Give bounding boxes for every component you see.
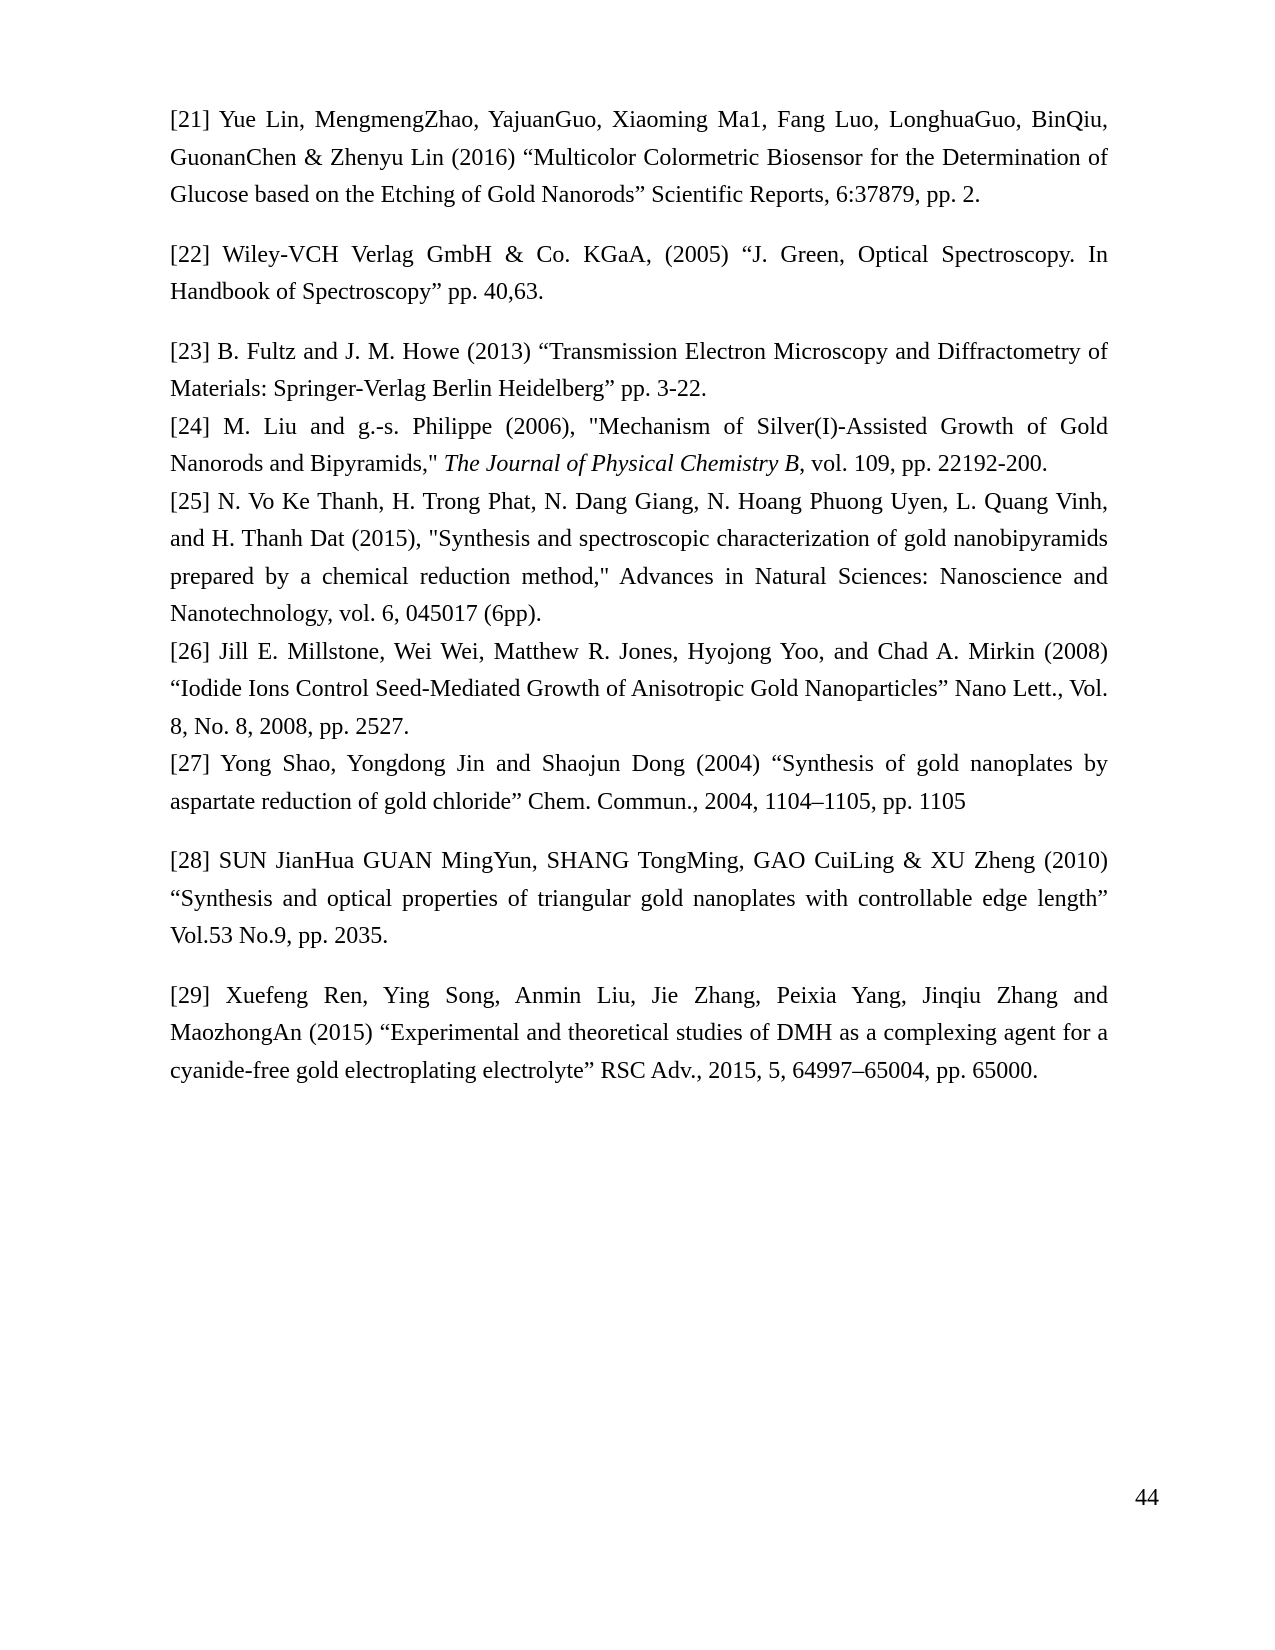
reference-24-journal-title: The Journal of Physical Chemistry B <box>443 451 800 477</box>
reference-21-text: [21] Yue Lin, MengmengZhao, YajuanGuo, Xiaoming Ma1, Fang Luo, LonghuaGuo, BinQiu, GuonanChen & Zhenyu Lin (2016) “Multicolor Colormetric Biosensor for the Determination of Glucose based on the Etching of Gold Nanorods” Scientific Reports, 6:37879, pp. 2. <box>170 107 1108 208</box>
reference-29 <box>170 978 1108 1091</box>
reference-24-text-post: , vol. 109, pp. 22192-200. <box>799 451 1048 477</box>
references-section <box>170 102 1108 1090</box>
reference-25 <box>170 484 1108 634</box>
reference-21 <box>170 102 1108 215</box>
reference-24-text-pre: [24] M. Liu and g.-s. Philippe (2006), "Mechanism of Silver(I)-Assisted Growth of Gold Nanorods and Bipyramids," <box>170 413 1108 477</box>
reference-24 <box>170 409 1108 484</box>
reference-27 <box>170 746 1108 821</box>
reference-26 <box>170 634 1108 747</box>
reference-27-text: [27] Yong Shao, Yongdong Jin and Shaojun Dong (2004) “Synthesis of gold nanoplates by aspartate reduction of gold chloride” Chem. Commun., 2004, 1104–1105, pp. 1105 <box>170 751 1108 815</box>
reference-23 <box>170 334 1108 409</box>
reference-22-text: [22] Wiley-VCH Verlag GmbH & Co. KGaA, (2005) “J. Green, Optical Spectroscopy. In Handbook of Spectroscopy” pp. 40,63. <box>170 241 1108 305</box>
reference-28 <box>170 843 1108 956</box>
reference-29-text: [29] Xuefeng Ren, Ying Song, Anmin Liu, Jie Zhang, Peixia Yang, Jinqiu Zhang and MaozhongAn (2015) “Experimental and theoretical studies of DMH as a complexing agent for a cyanide-free gold electroplating electrolyte” RSC Adv., 2015, 5, 64997–65004, pp. 65000. <box>170 982 1108 1084</box>
reference-22 <box>170 237 1108 312</box>
reference-28-text: [28] SUN JianHua GUAN MingYun, SHANG TongMing, GAO CuiLing & XU Zheng (2010) “Synthesis and optical properties of triangular gold nanoplates with controllable edge length” Vol.53 No.9, pp. 2035. <box>170 848 1108 949</box>
reference-23-text: [23] B. Fultz and J. M. Howe (2013) “Transmission Electron Microscopy and Diffractometry of Materials: Springer-Verlag Berlin Heidelberg” pp. 3-22. <box>170 338 1108 402</box>
reference-26-text: [26] Jill E. Millstone, Wei Wei, Matthew R. Jones, Hyojong Yoo, and Chad A. Mirkin (2008) “Iodide Ions Control Seed-Mediated Growth of Anisotropic Gold Nanoparticles” Nano Lett., Vol. 8, No. 8, 2008, pp. 2527. <box>170 638 1108 740</box>
page-number: 44 <box>1135 1485 1159 1511</box>
reference-25-text: [25] N. Vo Ke Thanh, H. Trong Phat, N. Dang Giang, N. Hoang Phuong Uyen, L. Quang Vinh, and H. Thanh Dat (2015), "Synthesis and spectroscopic characterization of gold nanobipyramids prepared by a chemical reduction method," Advances in Natural Sciences: Nanoscience and Nanotechnology, vol. 6, 045017 (6pp). <box>170 488 1108 627</box>
